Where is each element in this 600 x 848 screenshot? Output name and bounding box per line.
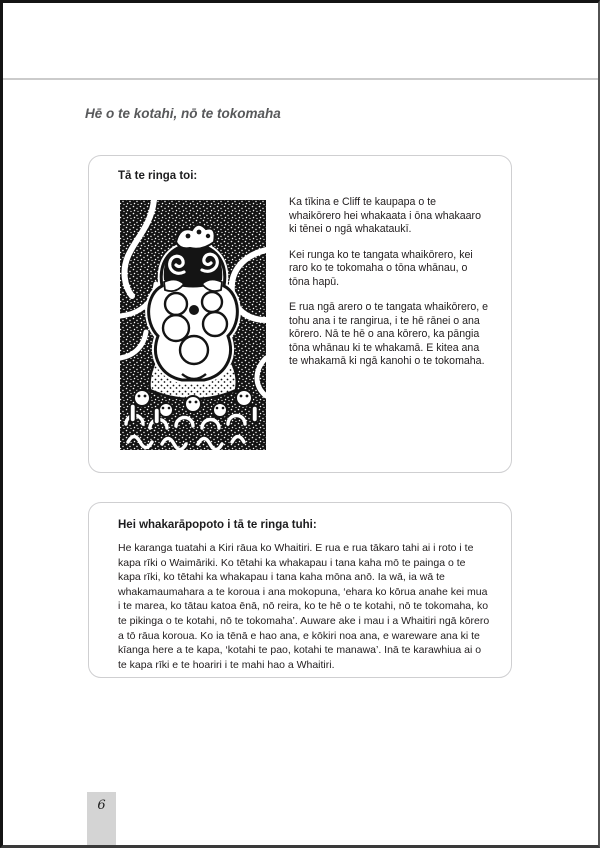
toi-paragraph-2: Kei runga ko te tangata whaikōrero, kei raro ko te tokomaha o tōna whānau, o tōna hapū.: [289, 248, 473, 288]
page-number: 6: [97, 798, 106, 813]
koru-orator-artwork: [118, 198, 268, 452]
toi-paragraph-3: E rua ngā arero o te tangata whaikōrero, e tohu ana i te rangirua, i te hē rānei o ana kōrero. Nā te hē o ana kōrero, ka pāngia tōna whānau ki te whakamā. E kitea ana te whakamā ki ngā kanohi o te tokomaha.: [289, 301, 489, 367]
toi-paragraph-1: Ka tīkina e Cliff te kaupapa o te whaikōrero hei whakaata i ōna whakaaro ki tēnei o ngā whakataukī.: [289, 196, 481, 235]
card-ringa-toi-text: [289, 196, 490, 381]
page-number-bar: [87, 792, 116, 845]
page-title: Hē o te kotahi, nō te tokomaha: [85, 106, 281, 121]
card-ringa-toi: [88, 155, 512, 473]
card-ringa-tuhi-heading: Hei whakarāpopoto i tā te ringa tuhi:: [118, 519, 317, 531]
artwork-svg: [118, 198, 268, 452]
header-rule: [3, 78, 598, 80]
card-ringa-toi-heading: Tā te ringa toi:: [118, 170, 198, 182]
card-ringa-tuhi-text: [118, 541, 490, 672]
card-ringa-tuhi: [88, 502, 512, 678]
tuhi-paragraph: He karanga tuatahi a Kiri rāua ko Whaitiri. E rua e rua tākaro tahi ai i roto i te kapa rīki o Waimāriki. Ko tētahi ka whakapau i tana kaha mō te painga o te kapa rīki, ko tētahi ka whakapau i tana kaha mōna anō. Ia wā, ia wā te whakamaumahara a te koroua i ana mokopuna, ‘ehara ko kōrua anahe kei mua i te marea, ko tātau katoa ēnā, nō reira, ko te hē o te kotahi, nō te tokomaha, ko te pikinga o te kotahi, nō te tokomaha’. Auware ake i mau i a Whaitiri ngā kōrero a tō rāua koroua. Ko ia tēnā e hao ana, e kōkiri noa ana, e wareware ana ki te kīanga here a te kapa, ‘kotahi te pao, kotahi te manawa’. Inā te karawhiua ai o te kapa rīki e te hoariri i te mahi hao a Whaitiri.: [118, 542, 490, 671]
